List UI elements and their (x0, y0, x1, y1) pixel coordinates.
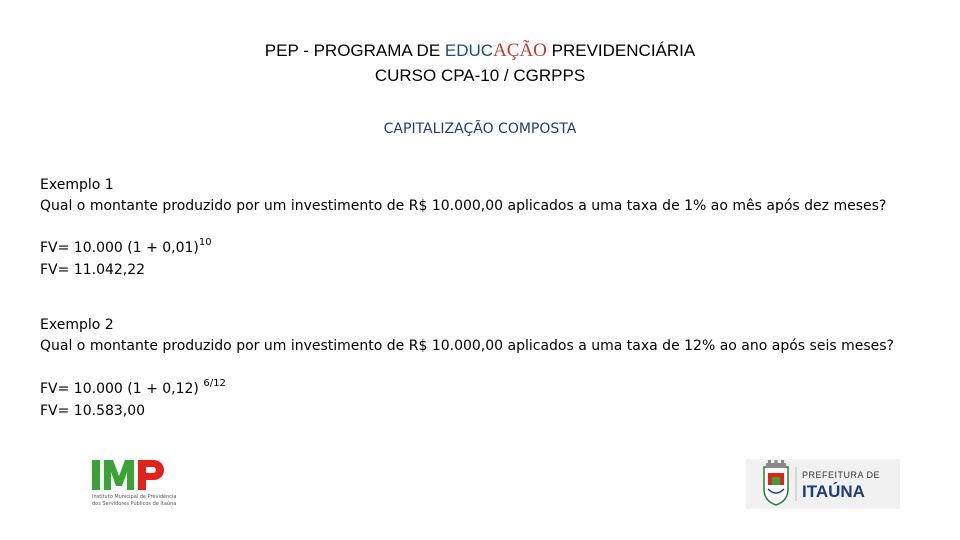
header-text-b: EDUC (444, 41, 494, 60)
header-text-c: AÇÃO (493, 40, 547, 61)
example-1-question: Qual o montante produzido por um investimento de R$ 10.000,00 aplicados a uma taxa de 1% ao mês após dez meses? (40, 198, 887, 214)
example-1 (40, 175, 886, 217)
coat-of-arms-icon (764, 460, 788, 505)
example-1-solution (40, 238, 212, 281)
example-2-formula (40, 379, 226, 401)
itauna-logo (746, 459, 900, 509)
formula-text: FV= 10.000 (1 + 0,01) (40, 240, 199, 256)
example-2 (40, 315, 894, 357)
imp-letter-m (104, 460, 134, 490)
itauna-logo-line-1: PREFEITURA DE (802, 470, 881, 480)
example-2-question: Qual o montante produzido por um investimento de R$ 10.000,00 aplicados a uma taxa de 12% ao ano após seis meses? (40, 338, 894, 354)
itauna-logo-line-2: ITAÚNA (802, 482, 865, 501)
imp-letter-p (138, 460, 164, 490)
formula-text: FV= 10.000 (1 + 0,12) (40, 381, 204, 397)
imp-letter-i (92, 460, 100, 490)
imp-tagline-2: dos Servidores Públicos de Itaúna (92, 501, 177, 507)
header-text-d: PREVIDENCIÁRIA (546, 41, 696, 60)
section-title: CAPITALIZAÇÃO COMPOSTA (383, 121, 577, 137)
example-1-result: FV= 11.042,22 (40, 262, 146, 278)
header-line-1 (0, 38, 960, 63)
formula-exponent: 6/12 (203, 378, 226, 389)
example-2-title: Exemplo 2 (40, 317, 114, 333)
example-2-solution (40, 379, 226, 422)
presentation-header (0, 38, 960, 88)
header-text-a: PEP - PROGRAMA DE (264, 41, 445, 60)
imp-tagline-1: Instituto Municipal de Previdência (92, 494, 177, 500)
imp-logo (88, 458, 198, 510)
example-1-title: Exemplo 1 (40, 177, 114, 193)
header-line-2: CURSO CPA-10 / CGRPPS (374, 66, 586, 85)
example-2-result: FV= 10.583,00 (40, 403, 146, 419)
example-1-formula (40, 238, 212, 260)
formula-exponent: 10 (198, 237, 212, 248)
